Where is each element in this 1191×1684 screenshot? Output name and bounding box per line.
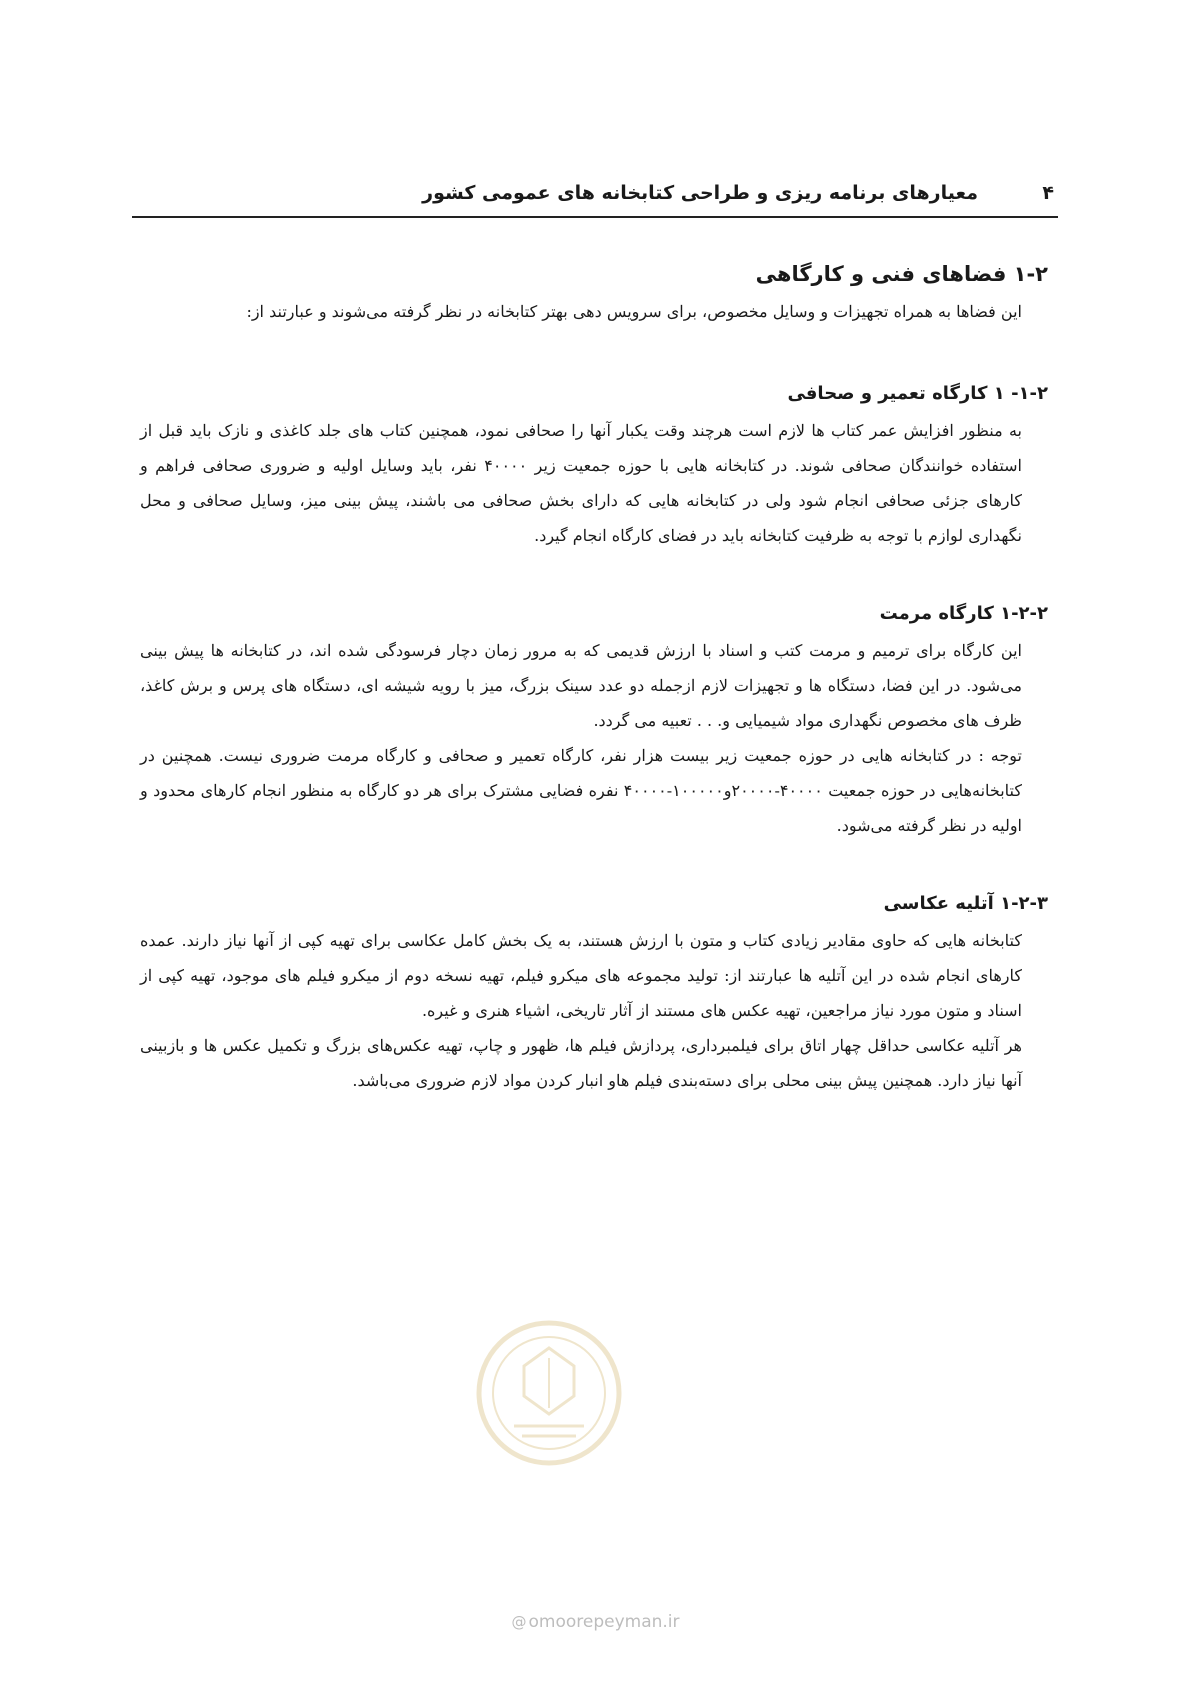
watermark: [0, 1612, 1191, 1632]
subsection-heading-bookbinding: ۱-۲- ۱ کارگاه تعمیر و صحافی: [787, 383, 1048, 404]
paragraph-restoration-note: توجه : در کتابخانه هایی در حوزه جمعیت زیر بیست هزار نفر، کارگاه تعمیر و صحافی و کارگاه مرمت ضروری نیست. همچنین در کتابخانه‌هایی در حوزه جمعیت ۴۰۰۰۰-۲۰۰۰۰و۱۰۰۰۰۰-۴۰۰۰۰ نفره فضایی مشترک برای هر دو کارگاه به منظور انجام کارهای محدود و اولیه در نظر گرفته می‌شود.: [140, 746, 1023, 835]
page-number: ۴: [1042, 182, 1054, 204]
paragraph-photo-studio: کتابخانه هایی که حاوی مقادیر زیادی کتاب و متون با ارزش هستند، به یک بخش کامل عکاسی برای تهیه کپی از آنها نیاز دارند. عمده کارهای انجام شده در این آتلیه ها عبارتند از: تولید مجموعه های میکرو فیلم، تهیه نسخه دوم از میکرو فیلم های موجود، تهیه کپی از اسناد و متون مورد نیاز مراجعین، تهیه عکس های مستند از آثار تاریخی، اشیاء هنری و غیره.: [140, 931, 1022, 1020]
section-heading: ۱-۲ فضاهای فنی و کارگاهی: [755, 262, 1048, 286]
running-header: [132, 180, 1058, 218]
header-title: معیارهای برنامه ریزی و طراحی کتابخانه های عمومی کشور: [422, 182, 978, 204]
paragraph-restoration: این کارگاه برای ترمیم و مرمت کتب و اسناد با ارزش قدیمی که به مرور زمان دچار فرسودگی شده اند، در کتابخانه ها پیش بینی می‌شود. در این فضا، دستگاه ها و تجهیزات لازم ازجمله دو عدد سینک بزرگ، میز با رویه شیشه ای، دستگاه های پرس و برش کاغذ، ظرف های مخصوص نگهداری مواد شیمیایی و. . . تعبیه می گردد.: [140, 641, 1022, 730]
subsection-heading-photo-studio: ۱-۲-۳ آتلیه عکاسی: [883, 893, 1048, 914]
seal-stamp: [474, 1318, 624, 1468]
paragraph-photo-studio-rooms: هر آتلیه عکاسی حداقل چهار اتاق برای فیلمبرداری، پردازش فیلم ها، ظهور و چاپ، تهیه عکس‌های بزرگ و تکمیل عکس ها و بازبینی آنها نیاز دارد. همچنین پیش بینی محلی برای دسته‌بندی فیلم هاو انبار کردن مواد لازم ضروری می‌باشد.: [140, 1036, 1022, 1090]
at-icon: @: [511, 1613, 527, 1631]
paragraph-bookbinding: به منظور افزایش عمر کتاب ها لازم است هرچند وقت یکبار آنها را صحافی نمود، همچنین کتاب های جلد کاغذی و نازک باید قبل از استفاده خوانندگان صحافی شوند. در کتابخانه هایی با حوزه جمعیت زیر ۴۰۰۰۰ نفر، باید وسایل اولیه و ضروری صحافی فراهم و کارهای جزئی صحافی انجام شود ولی در کتابخانه هایی که دارای بخش صحافی می باشند، پیش بینی میز، وسایل صحافی و محل نگهداری لوازم با توجه به ظرفیت کتابخانه باید در فضای کارگاه انجام گیرد.: [140, 421, 1023, 545]
section-intro: این فضاها به همراه تجهیزات و وسایل مخصوص، برای سرویس دهی بهتر کتابخانه در نظر گرفته می‌شوند و عبارتند از:: [246, 302, 1022, 321]
watermark-text: omoorepeyman.ir: [528, 1612, 680, 1632]
body-content: [140, 258, 1048, 1098]
subsection-heading-restoration: ۱-۲-۲ کارگاه مرمت: [879, 603, 1048, 624]
